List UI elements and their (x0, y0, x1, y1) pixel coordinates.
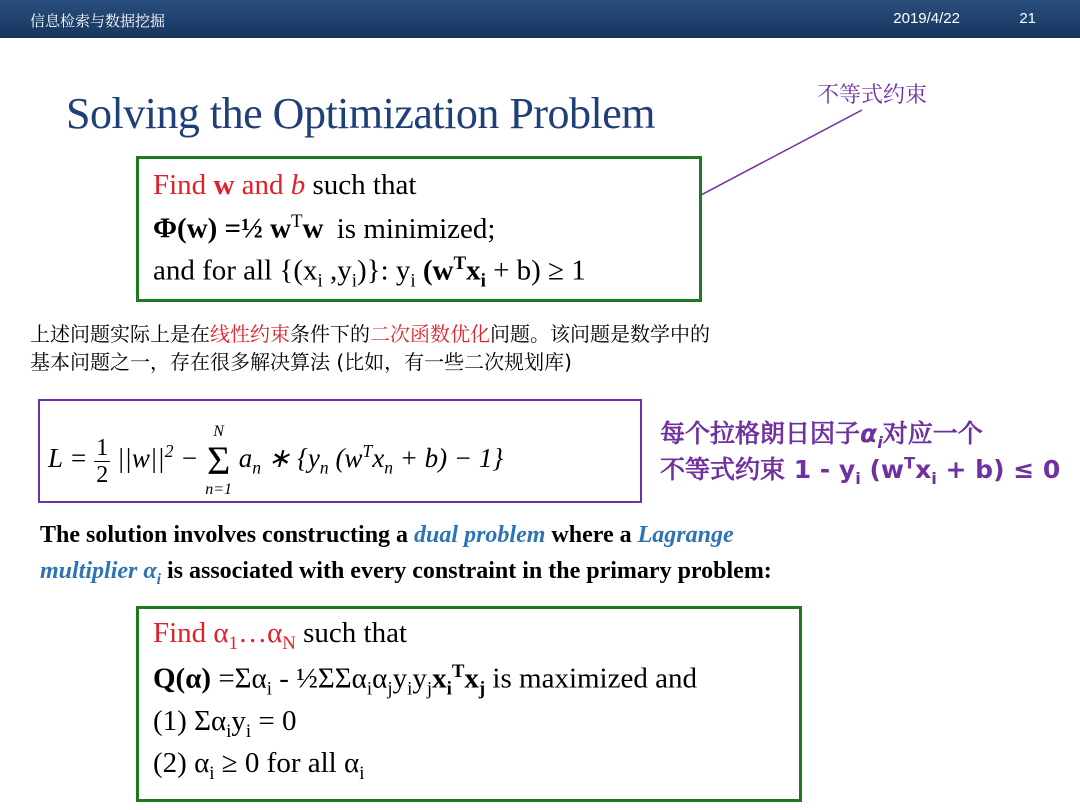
lagrange-note-line-2: 不等式约束 $1 - y_i$ $(w^Tx_i + b) \le 0$ (660, 453, 1061, 488)
english-paragraph-line-2: multiplier $\alpha_i$ is associated with every constraint in the primary problem: (40, 558, 772, 588)
lagrangian-formula: L = $\frac{1}{2} ||w||^2$ − N Σ n=1 $a_n$ ∗ {$y_n$ $(w^Tx_n + b) - 1$} (48, 423, 504, 498)
slide-date: 2019/4/22 (893, 10, 960, 27)
dual-problem-box (136, 606, 802, 802)
slide-title: Solving the Optimization Problem (66, 89, 655, 138)
course-title: 信息检索与数据挖掘 (30, 13, 166, 30)
inequality-annotation: 不等式约束 (817, 83, 928, 108)
primal-problem-box (136, 156, 702, 302)
dual-line-4: (2) $\alpha_i \ge 0$ for all $\alpha_i$ (153, 747, 365, 784)
english-paragraph-line-1: The solution involves constructing a dual problem where a Lagrange (40, 522, 734, 548)
lagrangian-formula-box (38, 399, 642, 503)
dual-line-3: (1) $\Sigma\alpha_iy_i = 0$ (153, 705, 297, 742)
page-number: 21 (1019, 10, 1036, 27)
lagrange-note-line-1: 每个拉格朗日因子$\alpha_i$对应一个 (660, 419, 983, 452)
dual-line-2: $Q(\alpha) =\Sigma\alpha_i$ - $\frac{1}{2}\Sigma\Sigma\alpha_i\alpha_jy_iy_jx_i^Tx_j$ is maximized and (153, 661, 697, 700)
primal-line-2: Φ(w) =½ $w^Tw$ is minimized; (153, 211, 496, 245)
dual-line-1: Find $\alpha_1\dots\alpha_N$ such that (153, 617, 408, 654)
primal-line-3: and for all {($x_i$ $,y_i$)}: $y_i$ $(w^Tx_i + b) \ge 1$ (153, 253, 586, 292)
chinese-paragraph-line-2: 基本问题之一，存在很多解决算法 (比如，有一些二次规划库) (30, 350, 572, 374)
primal-line-1: Find w and b such that (153, 169, 417, 201)
chinese-paragraph-line-1: 上述问题实际上是在线性约束条件下的二次函数优化问题。该问题是数学中的 (30, 322, 710, 346)
